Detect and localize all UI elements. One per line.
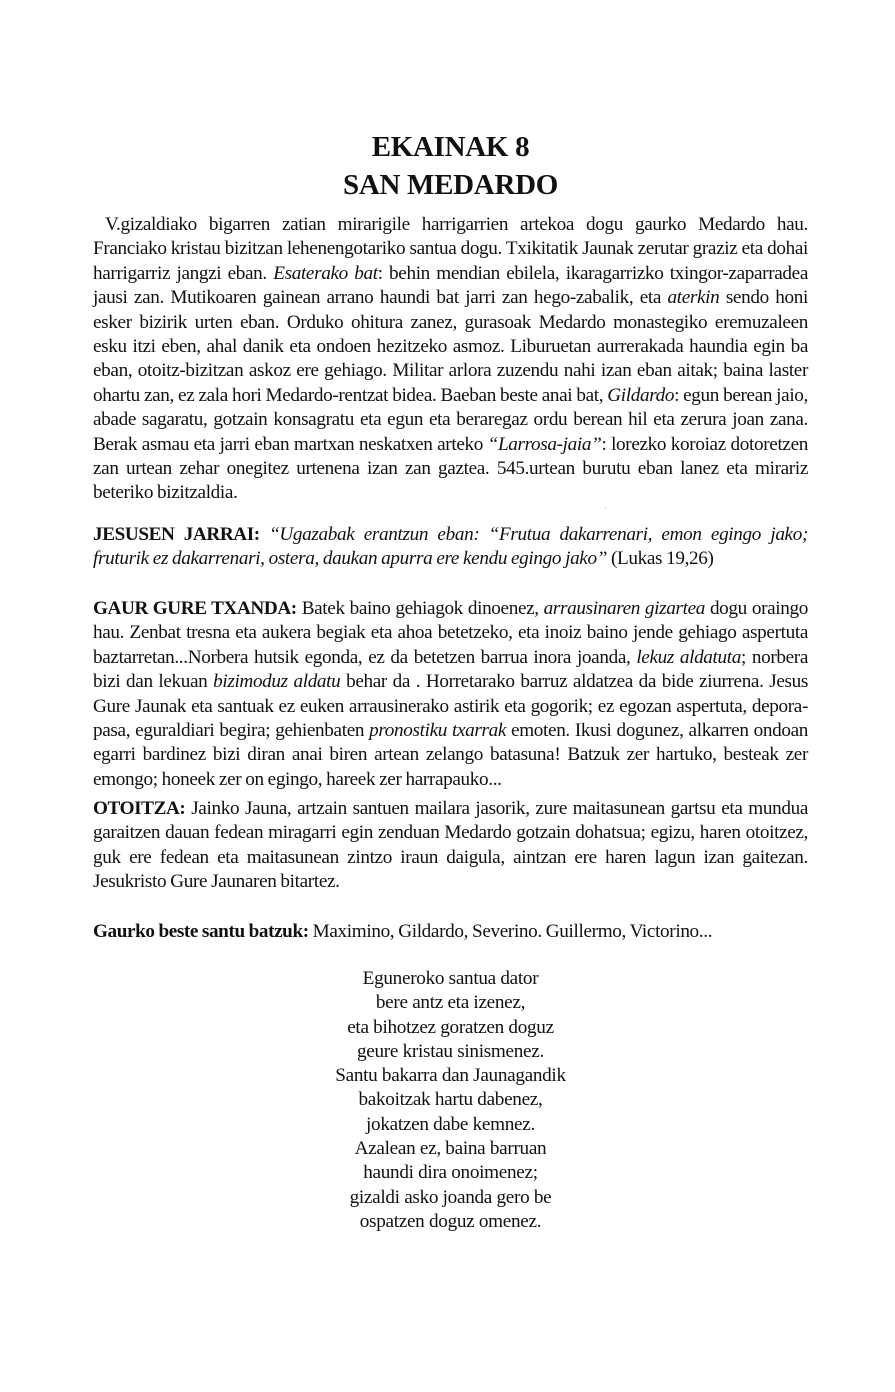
intro-text: : egun berean jaio, abade sagaratu, gotzain konsagratu eta egun eta beraregaz ordu berean hil eta zerura joan zana. Berak asmau eta jarri eban martxan neskatxen arteko (93, 384, 808, 455)
otoitza-section (93, 797, 808, 895)
section-text: ; norbera bizi dan lekuan (93, 646, 808, 693)
intro-text: : lorezko koroiaz dotoretzen zan urtean zehar onegitez urtenena izan zan gaztea. 545.urtean burutu eban lanez eta mirariz beteriko bizitzaldia. (93, 433, 808, 504)
section-text: emoten. Ikusi dogunez, alkarren ondoan egarri bardinez bizi diran anai biren artean zelango batasuna! Batzuk zer hartuko, besteak zer emongo; honeek zer on egingo, hareek zer harrapauko... (93, 720, 808, 790)
other-saints-section (93, 920, 808, 944)
poem-line: eta bihotzez goratzen doguz (347, 1016, 554, 1038)
section-emphasis: lekuz aldatuta (636, 646, 742, 668)
gaur-gure-txanda-section (93, 597, 808, 792)
scan-speck (605, 507, 606, 508)
poem-line: gizaldi asko joanda gero be (349, 1186, 552, 1208)
intro-emphasis: aterkin (667, 287, 720, 309)
poem-line: Eguneroko santua dator (362, 968, 539, 989)
jesusen-jarrai-section (93, 523, 808, 572)
section-label: OTOITZA: (93, 798, 186, 819)
prayer-text: Jainko Jauna, artzain santuen mailara jasorik, zure maitasunean gartsu eta mundua garaitzen dauan fedean miragarri egin zenduan Medardo gotzain dohatsua; egizu, haren otoitzez, guk ere fedean eta maitasunean zintzo iraun daigula, aintzan ere haren lagun izan gaitezan. Jesukristo Gure Jaunaren bitartez. (93, 798, 808, 893)
title-date: EKAINAK 8 (371, 131, 530, 163)
intro-emphasis: “Larrosa-jaia” (487, 433, 602, 455)
gospel-quote: “Ugazabak erantzun eban: “Frutua dakarrenari, emon egingo jako; fruturik ez dakarrenari, ostera, daukan apurra ere kendu egingo jako” (93, 524, 809, 570)
title-saint-name: SAN MEDARDO (342, 169, 558, 201)
section-emphasis: bizimoduz aldatu (213, 671, 341, 693)
intro-text: sendo honi esker bizirik urten eban. Orduko ohitura zanez, gurasoak Medardo monastegiko eremuzaleen esku itzi eben, ahal danik eta ondoen hezitzeko asmoz. Liburuetan aurrerakada haundia egin ba eban, otoitz-bizitzan askoz ere gehiago. Militar arlora zuzendu nahi izan eban aitak; baina laster ohartu zan, ez zala hori Medardo-rentzat bidea. Baeban beste anai bat, (93, 287, 808, 406)
poem-line: Santu bakarra dan Jaunagandik (335, 1065, 566, 1087)
section-text: dogu oraingo hau. Zenbat tresna eta aukera begiak eta ahoa betetzeko, eta inoiz baino jende gehiago aspertuta baztarretan...Norbera hutsik egonda, ez da betetzen barrua inora joanda, (93, 598, 808, 668)
poem-line: haundi dira onoimenez; (363, 1162, 538, 1184)
section-label: Gaurko beste santu batzuk: (93, 921, 309, 942)
poem-line: Azalean ez, baina barruan (354, 1138, 547, 1160)
poem-line: bere antz eta izenez, (375, 992, 526, 1014)
intro-text: : behin mendian ebilela, ikaragarrizko txingor-zaparradea jausi zan. Mutikoaren gainean arrano haundi bat jarri zan hego-zabalik, eta (93, 262, 808, 309)
gospel-reference: (Lukas 19,26) (607, 548, 714, 570)
other-saints-list: Maximino, Gildardo, Severino. Guillermo, Victorino... (308, 921, 713, 942)
intro-emphasis: Gildardo (607, 384, 675, 406)
poem-line: geure kristau sinismenez. (357, 1040, 544, 1062)
poem-line: jokatzen dabe kemnez. (366, 1113, 535, 1135)
page-title (93, 128, 808, 204)
poem-line: ospatzen doguz omenez. (359, 1210, 542, 1232)
section-text: behar da . Horretarako barruz aldatzea da bide ziurrena. Jesus Gure Jaunak eta santuak ez euken arrausinerako astirik eta gogorik; ez egozan aspertuta, depora-pasa, eguraldiari begira; gehienbaten (93, 671, 808, 742)
poem-line: bakoitzak hartu dabenez, (358, 1089, 543, 1111)
section-emphasis: arrausinaren gizartea (543, 598, 706, 619)
section-label: JESUSEN JARRAI: (93, 524, 260, 545)
section-text: Batek baino gehiagok dinoenez, (296, 598, 544, 619)
section-label: GAUR GURE TXANDA: (93, 598, 297, 619)
poem (93, 967, 808, 1234)
intro-text: V.gizaldiako bigarren zatian mirarigile harrigarrien artekoa dogu gaurko Medardo hau. Franciako kristau bizitzan lehenengotariko santua dogu. Txikitatik Jaunak zerutar graziz eta dohai harrigarriz jangzi eban. (93, 214, 808, 284)
section-emphasis: pronostiku txarrak (369, 720, 507, 742)
intro-emphasis: Esaterako bat (273, 262, 378, 284)
intro-paragraph (93, 213, 808, 506)
